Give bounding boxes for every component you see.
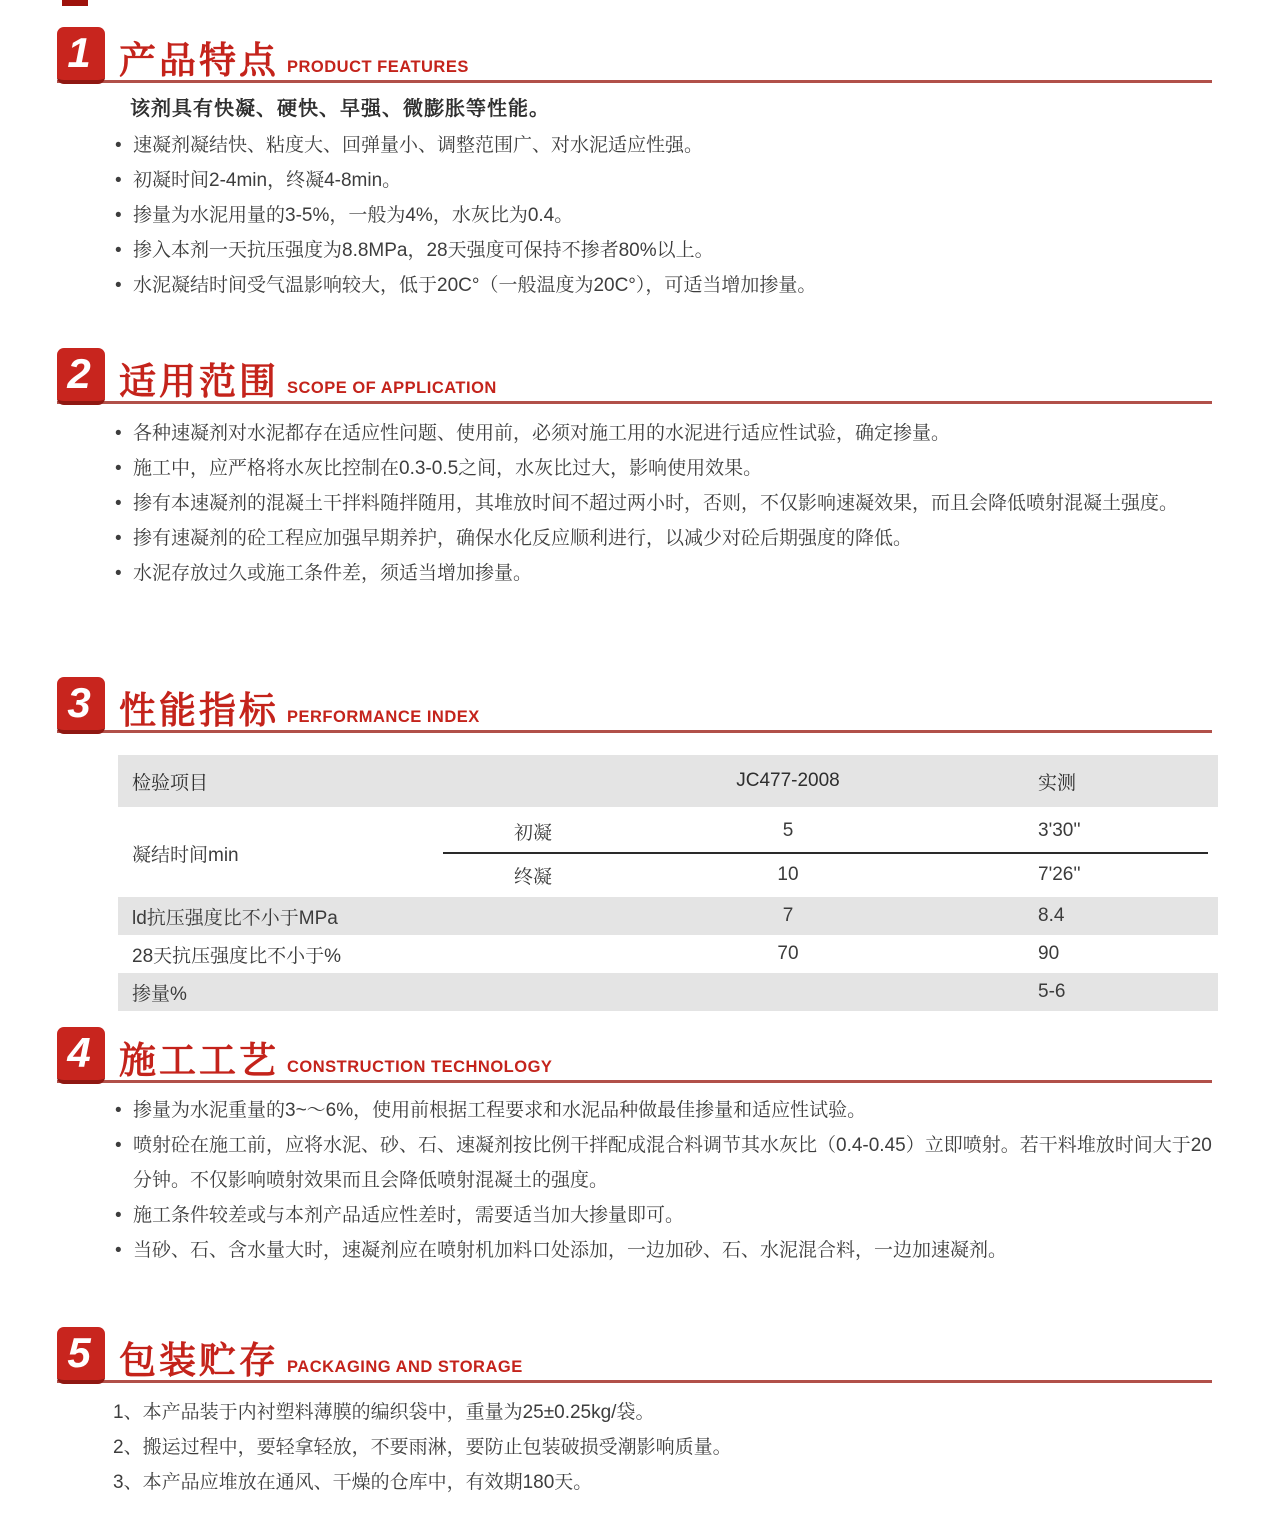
bullet-dot: • [115, 493, 122, 514]
list-item [113, 128, 1212, 163]
sub-label: 初凝 [513, 822, 552, 844]
list-item-text: 掺入本剂一天抗压强度为8.8MPa，28天强度可保持不掺者80%以上。 [133, 240, 714, 261]
standard-value: 7 [782, 905, 794, 926]
section-subtitle-en: PACKAGING AND STORAGE [287, 1358, 523, 1376]
column-header-standard: JC477-2008 [736, 770, 840, 791]
list-item [113, 521, 1212, 556]
list-item [113, 198, 1212, 233]
sub-row-divider [443, 852, 1208, 854]
section-subtitle-en: PRODUCT FEATURES [287, 58, 469, 76]
section-content [113, 1395, 1212, 1500]
list-item: 1、本产品装于内衬塑料薄膜的编织袋中，重量为25±0.25kg/袋。 [113, 1402, 655, 1423]
sub-label: 终凝 [513, 866, 552, 888]
bullet-dot: • [115, 275, 122, 296]
column-header-item: 检验项目 [132, 772, 209, 794]
list-item [113, 1198, 1212, 1233]
section-header [57, 1320, 1212, 1383]
section-packaging-storage [0, 1320, 1280, 1500]
list-item-text: 水泥凝结时间受气温影响较大，低于20C°（一般温度为20C°），可适当增加掺量。 [133, 275, 817, 296]
section-number-badge: 2 [57, 348, 105, 405]
measured-value: 5-6 [1038, 981, 1066, 1002]
measured-value: 3'30'' [1038, 820, 1081, 841]
list-item [113, 1233, 1212, 1268]
list-item-text: 当砂、石、含水量大时，速凝剂应在喷射机加料口处添加，一边加砂、石、水泥混合料，一边加速凝剂。 [133, 1240, 1008, 1261]
section-title: 包装贮存 [119, 1340, 279, 1381]
section-header [57, 1020, 1212, 1083]
section-content [113, 755, 1212, 1011]
standard-value: 5 [782, 820, 794, 841]
list-item-text: 掺有本速凝剂的混凝土干拌料随拌随用，其堆放时间不超过两小时，否则，不仅影响速凝效果，而且会降低喷射混凝土强度。 [133, 493, 1179, 514]
list-item-text: 掺量为水泥重量的3~～6%，使用前根据工程要求和水泥品种做最佳掺量和适应性试验。 [133, 1100, 867, 1121]
bullet-dot: • [115, 170, 122, 191]
row-label: 28天抗压强度比不小于% [132, 945, 342, 967]
section-subtitle-en: CONSTRUCTION TECHNOLOGY [287, 1058, 553, 1076]
list-item-text: 初凝时间2-4min，终凝4-8min。 [133, 170, 402, 191]
page-top-mark [62, 0, 88, 6]
standard-value: 10 [777, 864, 799, 885]
list-item [113, 1128, 1212, 1198]
bullet-list [113, 416, 1212, 591]
section-number-badge: 4 [57, 1027, 105, 1084]
list-item [113, 556, 1212, 591]
list-item-text: 速凝剂凝结快、粘度大、回弹量小、调整范围广、对水泥适应性强。 [133, 135, 704, 156]
section-content [113, 1093, 1212, 1268]
numbered-list [113, 1395, 1212, 1500]
bullet-dot: • [115, 423, 122, 444]
section-title: 产品特点 [119, 40, 279, 81]
list-item [113, 451, 1212, 486]
bullet-dot: • [115, 1240, 122, 1261]
section-number-badge: 5 [57, 1327, 105, 1384]
section-subtitle-en: PERFORMANCE INDEX [287, 708, 480, 726]
list-item-text: 水泥存放过久或施工条件差，须适当增加掺量。 [133, 563, 533, 584]
list-item-text: 施工中，应严格将水灰比控制在0.3-0.5之间，水灰比过大，影响使用效果。 [133, 458, 763, 479]
measured-value: 90 [1038, 943, 1060, 964]
list-item-text: 各种速凝剂对水泥都存在适应性问题、使用前，必须对施工用的水泥进行适应性试验，确定掺量。 [133, 423, 951, 444]
bullet-dot: • [115, 1205, 122, 1226]
bullet-dot: • [115, 458, 122, 479]
bullet-dot: • [115, 205, 122, 226]
section-number-badge: 3 [57, 677, 105, 734]
list-item [113, 486, 1212, 521]
table-header-row [118, 755, 1218, 807]
bullet-dot: • [115, 1100, 122, 1121]
list-item [113, 1093, 1212, 1128]
bullet-dot: • [115, 528, 122, 549]
bullet-dot: • [115, 135, 122, 156]
intro-line: 该剂具有快凝、硬快、早强、微膨胀等性能。 [130, 98, 550, 120]
row-label: 掺量% [132, 983, 187, 1005]
bullet-dot: • [115, 1135, 122, 1156]
performance-table [118, 755, 1218, 1011]
section-content [113, 92, 1212, 303]
bullet-dot: • [115, 240, 122, 261]
column-header-measured: 实测 [1038, 772, 1077, 794]
section-construction-technology [0, 1020, 1280, 1268]
list-item-text: 掺有速凝剂的砼工程应加强早期养护，确保水化反应顺利进行，以减少对砼后期强度的降低。 [133, 528, 913, 549]
bullet-list [113, 128, 1212, 303]
row-label: 凝结时间min [132, 844, 239, 866]
bullet-dot: • [115, 563, 122, 584]
list-item [113, 268, 1212, 303]
table-row [118, 935, 1218, 973]
bullet-list [113, 1093, 1212, 1268]
section-title: 施工工艺 [119, 1040, 279, 1081]
list-item: 3、本产品应堆放在通风、干燥的仓库中，有效期180天。 [113, 1472, 593, 1493]
section-header [57, 341, 1212, 404]
list-item-text: 喷射砼在施工前，应将水泥、砂、石、速凝剂按比例干拌配成混合料调节其水灰比（0.4-0.45）立即喷射。若干料堆放时间大于20分钟。不仅影响喷射效果而且会降低喷射混凝土的强度。 [133, 1135, 1212, 1191]
section-header [57, 670, 1212, 733]
list-item [113, 416, 1212, 451]
section-number-badge: 1 [57, 27, 105, 84]
section-header [57, 20, 1212, 83]
section-product-features [0, 20, 1280, 303]
section-performance-index [0, 670, 1280, 1011]
row-label: ld抗压强度比不小于MPa [132, 907, 338, 929]
table-row-final-setting [443, 853, 1218, 897]
section-title: 适用范围 [119, 361, 279, 402]
table-row-setting-time [118, 809, 1218, 897]
table-row [118, 897, 1218, 935]
measured-value: 8.4 [1038, 905, 1065, 926]
section-subtitle-en: SCOPE OF APPLICATION [287, 379, 497, 397]
section-title: 性能指标 [119, 690, 279, 731]
list-item-text: 掺量为水泥用量的3-5%，一般为4%，水灰比为0.4。 [133, 205, 574, 226]
section-content [113, 416, 1212, 591]
standard-value: 70 [777, 943, 799, 964]
measured-value: 7'26'' [1038, 864, 1081, 885]
table-row [118, 973, 1218, 1011]
list-item: 2、搬运过程中，要轻拿轻放，不要雨淋，要防止包装破损受潮影响质量。 [113, 1437, 732, 1458]
list-item [113, 163, 1212, 198]
list-item [113, 233, 1212, 268]
list-item-text: 施工条件较差或与本剂产品适应性差时，需要适当加大掺量即可。 [133, 1205, 685, 1226]
section-scope-of-application [0, 341, 1280, 591]
table-row-initial-setting [443, 809, 1218, 853]
